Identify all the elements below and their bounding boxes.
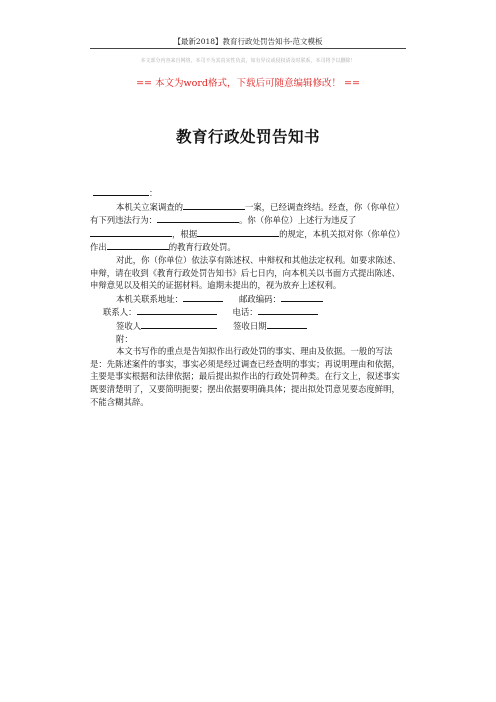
paragraph-writing-guide: 本文书写作的重点是告知拟作出行政处罚的事实、理由及依据。一般的写法是：先陈述案件的事实，事实必须是经过调查已经查明的事实；再说明理由和依据，主要是事实根据和法律依据；最后提出拟作出的行政处罚种类。在行文上，叙述事实既要清楚明了，又要简明扼要；摆出依据要明确具体；提出拟处罚意见要态度鲜明，不能含糊其辞。 [90, 346, 400, 407]
postcode-label: 邮政编码： [239, 293, 281, 304]
format-notice: == 本文为word格式，下载后可随意编辑修改！ == [136, 78, 360, 89]
phone-field [233, 305, 318, 319]
page-header: 【最新2018】教育行政处罚告知书-范文模板 [173, 37, 323, 46]
recipient-suffix: ： [149, 188, 158, 198]
contact-blank [137, 305, 217, 315]
address-field [116, 292, 223, 306]
phone-label: 电话： [232, 307, 258, 318]
postcode-blank [281, 292, 323, 302]
p1-text-3: 。你（你单位）上述行为违反了 [239, 215, 357, 226]
violated-law-blank [90, 227, 172, 237]
document-title: 教育行政处罚告知书 [175, 127, 320, 146]
document-body [90, 186, 406, 408]
sign-date-field [233, 319, 307, 333]
recipient-blank [93, 186, 149, 196]
signature-row [90, 319, 406, 333]
phone-blank [258, 305, 318, 315]
violation-blank [157, 213, 239, 223]
p1-text-6: 的教育行政处罚。 [168, 242, 236, 253]
signer-field [116, 319, 217, 333]
sign-date-label: 签收日期 [233, 320, 267, 331]
p1-text-5: 的规定，本机关拟对你（你单位）作出 [90, 228, 405, 253]
signer-label: 签收人 [116, 320, 142, 331]
penalty-blank [107, 240, 169, 250]
attachment-line: 附： [116, 333, 133, 344]
paragraph-findings [90, 200, 406, 254]
contact-field [103, 305, 217, 319]
legal-basis-blank [197, 227, 279, 237]
paragraph-rights: 对此，你（你单位）依法享有陈述权、申辩权和其他法定权利。如要求陈述、申辩，请在收到《教育行政处罚告知书》后七日内，向本机关以书面方式提出陈述、申辩意见以及相关的证据材料。逾期未提出的，视为放弃上述权利。 [90, 254, 401, 291]
sign-date-blank [267, 319, 307, 329]
contact-label: 联系人： [103, 307, 137, 318]
postcode-field [239, 292, 323, 306]
contact-row [90, 305, 406, 319]
signer-blank [141, 319, 217, 329]
address-row [90, 292, 406, 306]
disclaimer-text: 本文部分内容来自网络，本司不为其真实性负责，如有异议或侵权请及时联系，本司将予以删除！ [140, 58, 356, 64]
address-blank [183, 292, 223, 302]
case-blank [183, 200, 245, 210]
recipient-line [90, 186, 406, 200]
p1-text-4: ，根据 [172, 228, 198, 239]
p1-text-2: 一案，已经调查终结。经查，你（你单位）有下列违法行为： [90, 201, 405, 226]
address-label: 本机关联系地址： [116, 293, 183, 304]
p1-text-1: 本机关立案调查的 [116, 201, 183, 212]
header-divider [90, 48, 406, 49]
